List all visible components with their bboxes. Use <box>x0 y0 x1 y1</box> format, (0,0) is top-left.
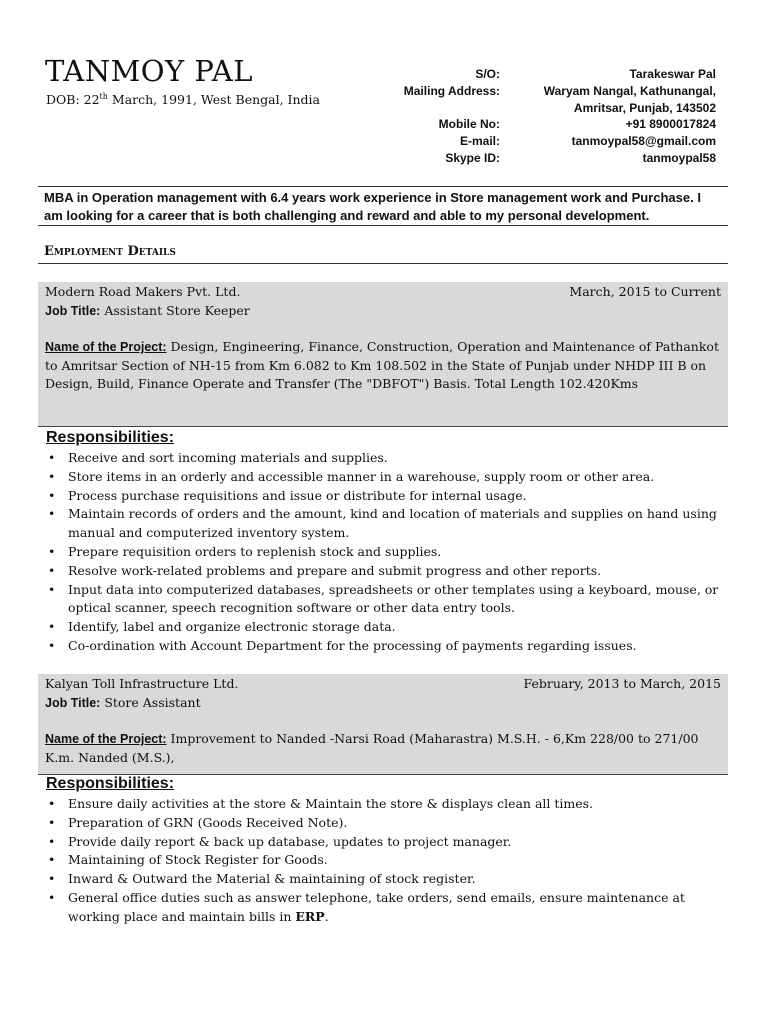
mailing-address-label: Mailing Address: <box>403 83 500 98</box>
list-item: • Preparation of GRN (Goods Received Note). <box>46 814 726 833</box>
address-line-2: Amritsar, Punjab, 143502 <box>573 100 716 115</box>
address-line-1: Waryam Nangal, Kathunangal, <box>543 83 716 98</box>
company-name: Kalyan Toll Infrastructure Ltd. <box>45 676 239 691</box>
project-description: Name of the Project: Improvement to Nanded -Narsi Road (Maharastra) M.S.H. - 6,Km 228/00 to 271/00 K.m. Nanded (M.S.), <box>45 731 699 765</box>
list-item: • Maintaining of Stock Register for Goods. <box>46 851 726 870</box>
date-of-birth: DOB: 22th March, 1991, West Bengal, India <box>46 92 320 108</box>
so-label: S/O: <box>475 67 500 81</box>
list-item: • Ensure daily activities at the store & Maintain the store & displays clean all times. <box>46 795 726 814</box>
job-period: February, 2013 to March, 2015 <box>523 676 721 691</box>
list-item: • Identify, label and organize electronic storage data. <box>46 618 726 637</box>
job-title: Job Title: Assistant Store Keeper <box>45 302 250 318</box>
responsibilities-list <box>46 449 726 656</box>
responsibilities-heading: Responsibilities: <box>46 775 175 792</box>
list-item: • Process purchase requisitions and issue or distribute for internal usage. <box>46 487 726 506</box>
job-period: March, 2015 to Current <box>569 284 721 299</box>
job-title: Job Title: Store Assistant <box>45 694 201 710</box>
list-item: • Provide daily report & back up database, updates to project manager. <box>46 833 726 852</box>
job-header-row <box>45 283 721 302</box>
list-item: • Prepare requisition orders to replenish stock and supplies. <box>46 543 726 562</box>
contact-labels <box>404 66 500 167</box>
list-item: • Co-ordination with Account Department for the processing of payments regarding issues. <box>46 637 726 656</box>
project-description: Name of the Project: Design, Engineering, Finance, Construction, Operation and Maintenance of Pathankot to Amritsar Section of NH-15 from Km 6.082 to Km 108.502 in the State of Punjab under NHDP III B on Design, Build, Finance Operate and Transfer (The "DBFOT") Basis. Total Length 102.420Kms <box>45 339 719 391</box>
list-item: • Maintain records of orders and the amount, kind and location of materials and supplies on hand using manual and computerized inventory system. <box>46 505 726 543</box>
job-header-row <box>45 675 721 694</box>
responsibilities-list <box>46 795 726 927</box>
skype-value: tanmoypal58 <box>642 150 716 165</box>
list-item: • Resolve work-related problems and prepare and submit progress and other reports. <box>46 562 726 581</box>
skype-label: Skype ID: <box>445 150 500 165</box>
job-block-2 <box>38 674 728 775</box>
candidate-name: TANMOY PAL <box>45 54 253 88</box>
responsibilities-heading: Responsibilities: <box>46 429 175 446</box>
company-name: Modern Road Makers Pvt. Ltd. <box>45 284 241 299</box>
email-label: E-mail: <box>459 134 500 149</box>
mobile-label: Mobile No: <box>438 117 500 132</box>
mobile-value: +91 8900017824 <box>625 117 716 132</box>
email-value: tanmoypal58@gmail.com <box>571 134 716 149</box>
list-item: • Input data into computerized databases, spreadsheets or other templates using a keyboard, mouse, or optical scanner, speech recognition software or other data entry tools. <box>46 581 726 619</box>
job-block-1 <box>38 282 728 427</box>
career-summary: MBA in Operation management with 6.4 years work experience in Store management work and Purchase. I am looking for a career that is both challenging and reward and able to my personal development. <box>38 186 728 226</box>
so-value: Tarakeswar Pal <box>629 67 716 81</box>
list-item: • Store items in an orderly and accessible manner in a warehouse, supply room or other area. <box>46 468 726 487</box>
contact-values <box>544 66 716 167</box>
employment-details-heading: Employment Details <box>38 244 728 264</box>
list-item: • Receive and sort incoming materials and supplies. <box>46 449 726 468</box>
list-item: • General office duties such as answer telephone, take orders, send emails, ensure maintenance at working place and maintain bills in ERP. <box>46 889 726 927</box>
list-item: • Inward & Outward the Material & maintaining of stock register. <box>46 870 726 889</box>
